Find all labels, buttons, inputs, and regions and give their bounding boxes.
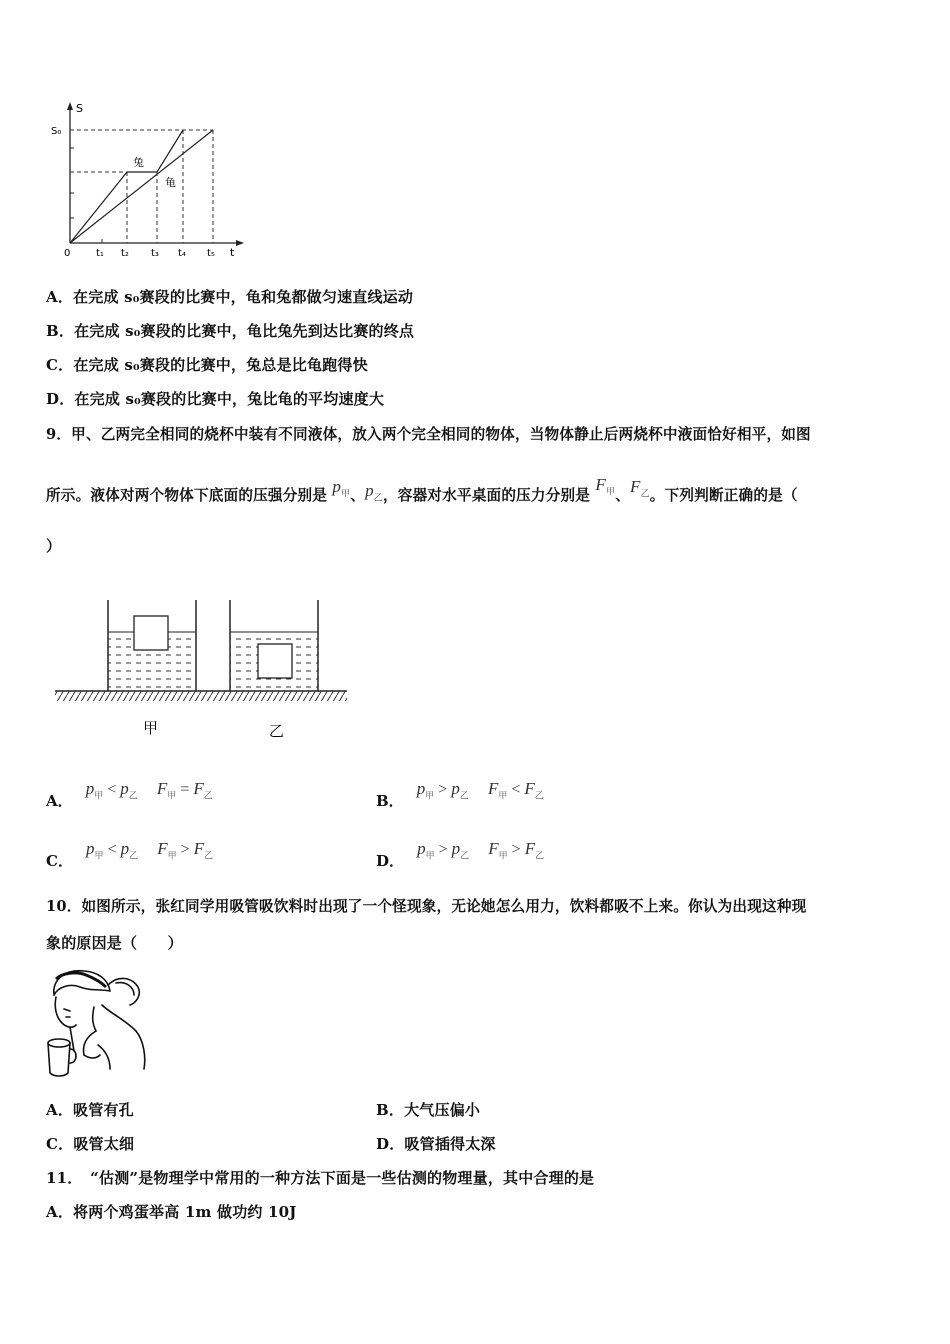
q10-option-a: A．吸管有孔 xyxy=(46,1101,134,1119)
y-axis-label: S xyxy=(76,102,83,115)
q8-option-c: C．在完成 s₀赛段的比赛中，兔总是比龟跑得快 xyxy=(46,356,368,374)
q9-option-c: C． $p_甲 < p_乙$ $F_甲 > F_乙$ xyxy=(46,839,214,870)
label-jia: 甲 xyxy=(143,719,159,737)
s0-label: S₀ xyxy=(51,126,62,137)
q8-option-d: D．在完成 s₀赛段的比赛中，兔比龟的平均速度大 xyxy=(46,390,385,408)
x-axis-label: t xyxy=(230,246,235,259)
turtle-label: 龟 xyxy=(165,176,176,189)
q11-stem: 11． “估测”是物理学中常用的一种方法下面是一些估测的物理量，其中合理的是 xyxy=(46,1169,595,1187)
q10-stem-line2: 象的原因是（ ） xyxy=(46,934,183,952)
beakers-figure xyxy=(55,595,355,745)
tick-t1: t₁ xyxy=(96,248,104,259)
q9-option-a: A． $p_甲 < p_乙$ $F_甲 = F_乙$ xyxy=(46,779,213,810)
q11-option-a: A．将两个鸡蛋举高 1m 做功约 10J xyxy=(46,1203,297,1221)
q10-option-c: C．吸管太细 xyxy=(46,1135,135,1153)
turtle-line xyxy=(70,130,213,243)
tick-t4: t₄ xyxy=(178,248,186,259)
beaker-jia xyxy=(108,600,196,691)
x-axis-arrow xyxy=(236,240,244,246)
f-jia-symbol: $F_甲$ xyxy=(595,475,616,497)
q9-stem-line1: 9．甲、乙两完全相同的烧杯中装有不同液体，放入两个完全相同的物体，当物体静止后两烧杯中液面恰好相平，如图 xyxy=(46,426,811,443)
label-yi: 乙 xyxy=(269,722,285,740)
q8-option-a: A．在完成 s₀赛段的比赛中，龟和兔都做匀速直线运动 xyxy=(46,288,414,306)
q10-option-b: B．大气压偏小 xyxy=(376,1101,481,1119)
tick-t3: t₃ xyxy=(151,248,159,259)
rabbit-label: 兔 xyxy=(133,156,144,169)
q10-option-d: D．吸管插得太深 xyxy=(376,1135,496,1153)
q9-option-b: B． $p_甲 > p_乙$ $F_甲 < F_乙$ xyxy=(376,779,544,810)
tick-t2: t₂ xyxy=(121,248,129,259)
object-jia xyxy=(134,616,168,650)
q9-stem-line2: 所示。液体对两个物体下底面的压强分别是 $p_甲$、$p_乙$，容器对水平桌面的压力分别是 $F_甲$、$F_乙$。下列判断正确的是（ xyxy=(46,475,798,504)
q10-stem-line1: 10．如图所示，张红同学用吸管吸饮料时出现了一个怪现象，无论她怎么用力，饮料都吸不上来。你认为出现这种现 xyxy=(46,898,807,915)
p-yi-symbol: $p_乙$ xyxy=(365,481,383,503)
object-yi xyxy=(258,644,292,678)
f-yi-symbol: $F_乙$ xyxy=(629,477,650,499)
q9-stem-line3: ） xyxy=(46,537,62,555)
s-t-graph xyxy=(45,98,265,268)
y-axis-arrow xyxy=(67,102,73,110)
q9-option-d: D． $p_甲 > p_乙$ $F_甲 > F_乙$ xyxy=(376,839,545,870)
tick-t5: t₅ xyxy=(207,248,215,259)
girl-drinking-figure xyxy=(40,965,150,1080)
q8-option-b: B．在完成 s₀赛段的比赛中，龟比兔先到达比赛的终点 xyxy=(46,322,415,340)
origin-label: 0 xyxy=(64,248,71,259)
p-jia-symbol: $p_甲$ xyxy=(332,477,351,499)
beaker-yi xyxy=(230,600,318,691)
table-hatch xyxy=(55,691,347,701)
